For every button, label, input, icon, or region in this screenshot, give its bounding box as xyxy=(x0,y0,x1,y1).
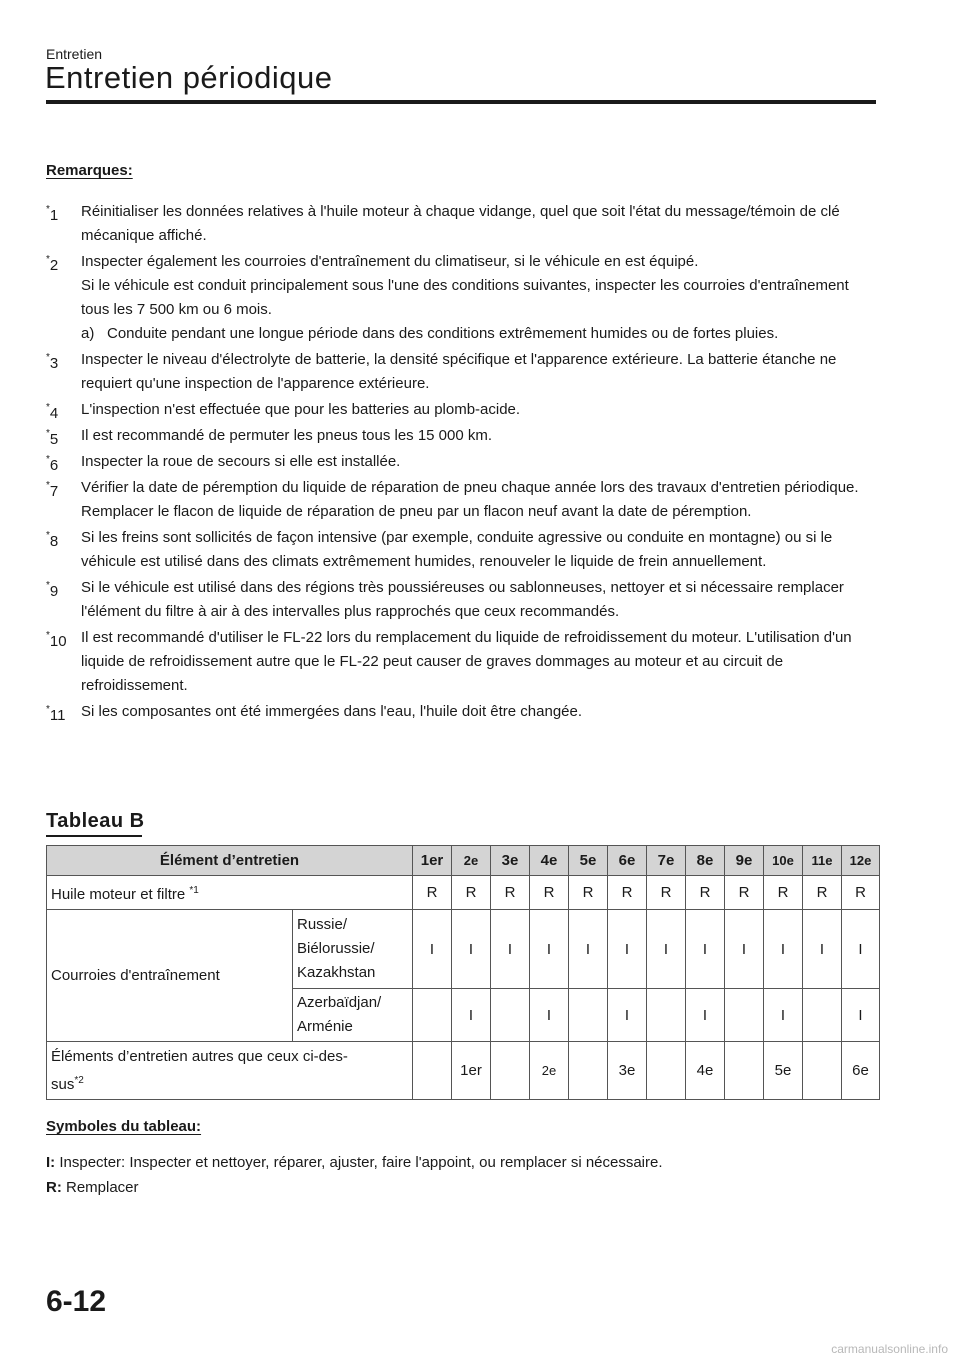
note-text: Il est recommandé de permuter les pneus tous les 15 000 km. xyxy=(81,427,493,444)
note-text: Réinitialiser les données relatives à l'huile moteur à chaque vidange, quel que soit l'état du message/témoin de clé mécanique affiché. xyxy=(81,203,840,244)
note-text: Si le véhicule est utilisé dans des régions très poussiéreuses ou sablonneuses, nettoyer et si nécessaire remplacer l'élément du filtre à air à des intervalles plus rapprochés que ceux recommandés. xyxy=(81,579,844,620)
note-text-continued: Si le véhicule est conduit principalement sous l'une des conditions suivantes, inspecter les courroies d'entraînement tous les 7 500 km ou 6 mois. xyxy=(81,277,849,318)
row-sublabel: Azerbaïdjan/ Arménie xyxy=(293,989,413,1042)
note-text: Vérifier la date de péremption du liquide de réparation de pneu chaque année lors des travaux d'entretien périodique. Remplacer le flacon de liquide de réparation de pneu par un flacon neuf avant la date de péremption. xyxy=(81,479,859,520)
legend-item-r xyxy=(46,1179,139,1196)
note-text: Si les freins sont sollicités de façon intensive (par exemple, conduite agressive ou conduite en montagne) ou si le véhicule est utilisé dans des climats extrêmement humides, renouveler le liquide de frein annuellement. xyxy=(81,529,833,570)
note-3: *3 Inspecter le niveau d'électrolyte de batterie, la densité spécifique et l'apparence extérieure. La batterie étanche ne requiert qu'une inspection de l'apparence extérieure. xyxy=(46,351,837,392)
header-interval: 4e xyxy=(530,846,569,876)
table-row-oil: Huile moteur et filtre $^{*1}$ R R R R R R R R R R R R xyxy=(47,876,880,910)
note-8: *8 Si les freins sont sollicités de façon intensive (par exemple, conduite agressive ou conduite en montagne) ou si le véhicule est utilisé dans des climats extrêmement humides, renouveler le liquide de frein annuellement. xyxy=(46,529,833,570)
header-item: Élément d’entretien xyxy=(47,846,413,876)
header-interval: 3e xyxy=(491,846,530,876)
legend-text: Inspecter: Inspecter et nettoyer, réparer, ajuster, faire l'appoint, ou remplacer si nécessaire. xyxy=(59,1154,663,1171)
note-text: Inspecter la roue de secours si elle est installée. xyxy=(81,453,401,470)
remarks-list xyxy=(46,200,876,726)
note-1: *1 Réinitialiser les données relatives à l'huile moteur à chaque vidange, quel que soit l'état du message/témoin de clé mécanique affiché. xyxy=(46,203,840,244)
note-sub-item: a) Conduite pendant une longue période dans des conditions extrêmement humides ou de fortes pluies. xyxy=(81,325,779,342)
legend-text: Remplacer xyxy=(66,1179,139,1196)
page-title: Entretien périodique xyxy=(45,60,333,95)
note-text: L'inspection n'est effectuée que pour les batteries au plomb-acide. xyxy=(81,401,521,418)
header-interval: 1er xyxy=(413,846,452,876)
table-row-belts-1: Courroies d'entraînement Russie/ Biélorussie/ Kazakhstan I I I I I I I I I I I I xyxy=(47,910,880,989)
note-text: Inspecter également les courroies d'entraînement du climatiseur, si le véhicule en est équipé. xyxy=(81,253,699,270)
note-4: *4 L'inspection n'est effectuée que pour les batteries au plomb-acide. xyxy=(46,401,521,422)
note-10: *10 Il est recommandé d'utiliser le FL-22 lors du remplacement du liquide de refroidissement du moteur. L'utilisation d'un liquide de refroidissement autre que le FL-22 peut causer de graves dommages au moteur et au circuit de refroidissement. xyxy=(46,629,852,694)
row-label: Huile moteur et filtre $^{*1}$ xyxy=(47,876,413,910)
note-2: *2 Inspecter également les courroies d'entraînement du climatiseur, si le véhicule en est équipé. Si le véhicule est conduit principalement sous l'une des conditions suivantes, inspecter les courroies d'entraînement tous les 7 500 km ou 6 mois. a) Conduite pendant une longue période dans des conditions extrêmement humides ou de fortes pluies. xyxy=(46,250,876,346)
section-name: Entretien xyxy=(46,46,103,62)
legend-item-i xyxy=(46,1154,663,1171)
note-text: Il est recommandé d'utiliser le FL-22 lors du remplacement du liquide de refroidissement du moteur. L'utilisation d'un liquide de refroidissement autre que le FL-22 peut causer de graves dommages au moteur et au circuit de refroidissement. xyxy=(81,629,852,694)
legend-heading: Symboles du tableau: xyxy=(46,1118,202,1135)
watermark-link[interactable]: carmanualsonline.info xyxy=(831,1342,948,1356)
header-interval: 11e xyxy=(803,846,842,876)
header-interval: 5e xyxy=(569,846,608,876)
header-interval: 9e xyxy=(725,846,764,876)
note-6: *6 Inspecter la roue de secours si elle est installée. xyxy=(46,453,401,474)
table-title: Tableau B xyxy=(46,810,145,832)
header-interval: 7e xyxy=(647,846,686,876)
header-interval: 12e xyxy=(842,846,880,876)
table-header-row xyxy=(47,846,880,876)
page-number: 6-12 xyxy=(46,1285,107,1318)
header-interval: 10e xyxy=(764,846,803,876)
header-interval: 2e xyxy=(452,846,491,876)
header-divider xyxy=(46,100,876,104)
legend-key: R: xyxy=(46,1179,62,1196)
maintenance-table xyxy=(46,845,880,1100)
note-5: *5 Il est recommandé de permuter les pneus tous les 15 000 km. xyxy=(46,427,493,448)
note-text: Inspecter le niveau d'électrolyte de batterie, la densité spécifique et l'apparence extérieure. La batterie étanche ne requiert qu'une inspection de l'apparence extérieure. xyxy=(81,351,837,392)
legend-key: I: xyxy=(46,1154,56,1171)
note-11: *11 Si les composantes ont été immergées dans l'eau, l'huile doit être changée. xyxy=(46,703,583,724)
header-interval: 8e xyxy=(686,846,725,876)
row-sublabel: Russie/ Biélorussie/ Kazakhstan xyxy=(293,910,413,989)
remarks-heading: Remarques: xyxy=(46,162,133,179)
header-interval: 6e xyxy=(608,846,647,876)
row-label: Courroies d'entraînement xyxy=(47,910,293,1042)
note-9: *9 Si le véhicule est utilisé dans des régions très poussiéreuses ou sablonneuses, nettoyer et si nécessaire remplacer l'élément du filtre à air à des intervalles plus rapprochés que ceux recommandés. xyxy=(46,579,844,620)
note-7: *7 Vérifier la date de péremption du liquide de réparation de pneu chaque année lors des travaux d'entretien périodique. Remplacer le flacon de liquide de réparation de pneu par un flacon neuf avant la date de péremption. xyxy=(46,479,859,520)
table-row-belts-2: Azerbaïdjan/ Arménie I I I I I I xyxy=(47,989,880,1042)
table-row-others: Éléments d’entretien autres que ceux ci-des- sus$^{*2}$ 1er 2e 3e 4e 5e 6e xyxy=(47,1042,880,1100)
row-label: Éléments d’entretien autres que ceux ci-des- sus$^{*2}$ xyxy=(47,1042,413,1100)
table-title-underline xyxy=(46,835,142,837)
note-text: Si les composantes ont été immergées dans l'eau, l'huile doit être changée. xyxy=(81,703,583,720)
